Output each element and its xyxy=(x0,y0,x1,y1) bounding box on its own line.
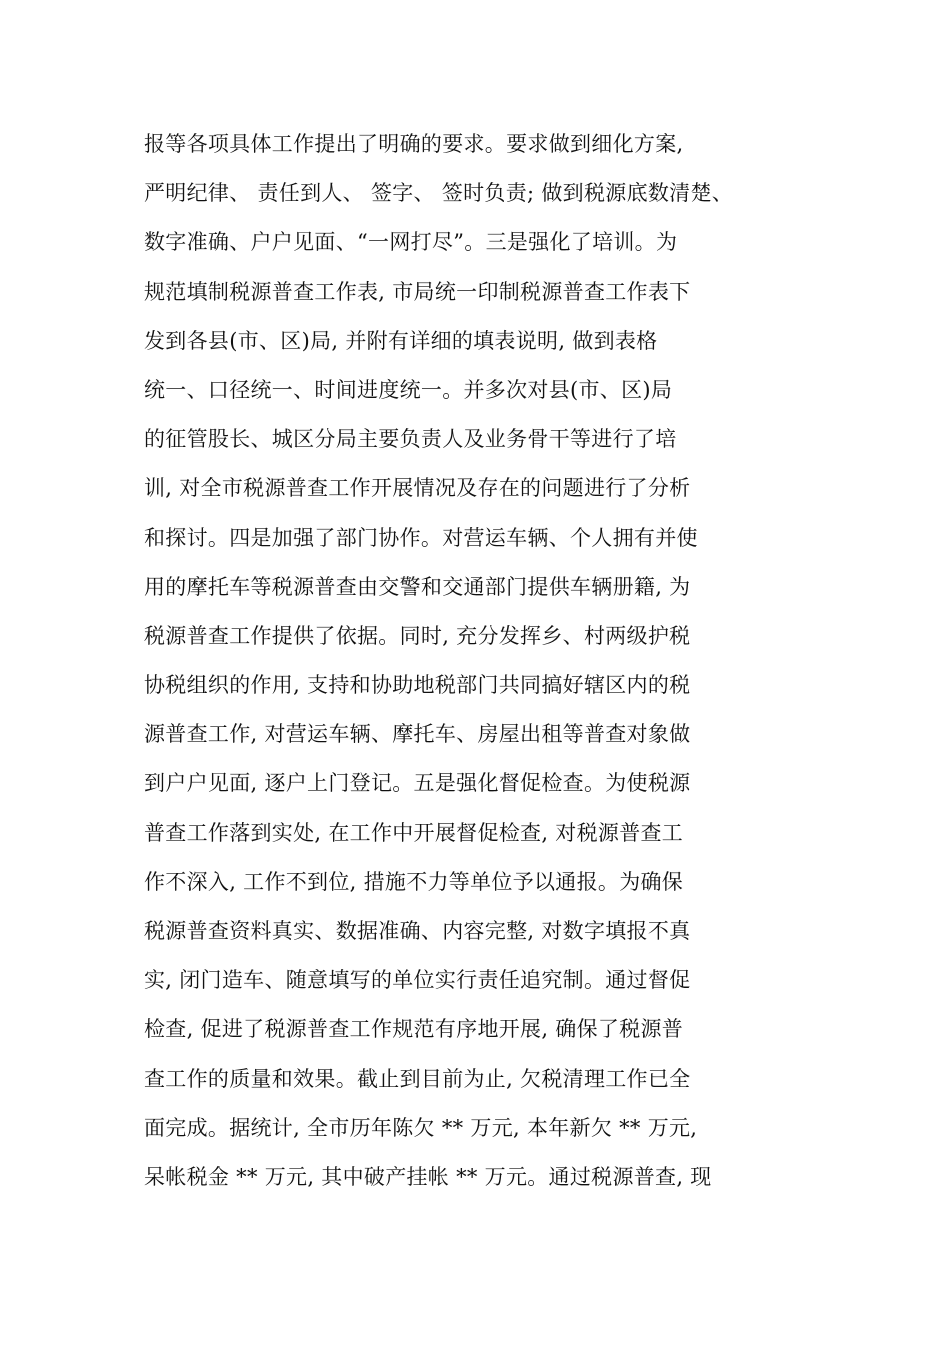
text-line: 统一、口径统一、时间进度统一。并多次对县(市、区)局 xyxy=(144,377,673,402)
text-line: 训, 对全市税源普查工作开展情况及存在的问题进行了分析 xyxy=(144,476,691,501)
text-line: 作不深入, 工作不到位, 措施不力等单位予以通报。为确保 xyxy=(144,869,684,894)
text-line: 查工作的质量和效果。截止到目前为止, 欠税清理工作已全 xyxy=(144,1066,691,1091)
text-line: 协税组织的作用, 支持和协助地税部门共同搞好辖区内的税 xyxy=(144,673,691,698)
text-line: 呆帐税金 ** 万元, 其中破产挂帐 ** 万元。通过税源普查, 现 xyxy=(144,1164,712,1189)
text-line: 到户户见面, 逐户上门登记。五是强化督促检查。为使税源 xyxy=(144,771,691,796)
text-line: 发到各县(市、区)局, 并附有详细的填表说明, 做到表格 xyxy=(144,328,658,353)
text-line: 报等各项具体工作提出了明确的要求。要求做到细化方案, xyxy=(144,132,684,156)
text-line: 检查, 促进了税源普查工作规范有序地开展, 确保了税源普 xyxy=(144,1017,684,1042)
text-line: 数字准确、户户见面、“一网打尽”。三是强化了培训。为 xyxy=(144,230,678,255)
text-line: 税源普查工作提供了依据。同时, 充分发挥乡、村两级护税 xyxy=(144,623,691,648)
text-line: 严明纪律、 责任到人、 签字、 签时负责; 做到税源底数清楚、 xyxy=(144,181,734,206)
text-line: 规范填制税源普查工作表, 市局统一印制税源普查工作表下 xyxy=(144,279,691,304)
text-line: 和探讨。四是加强了部门协作。对营运车辆、个人拥有并使 xyxy=(144,525,698,550)
text-line: 用的摩托车等税源普查由交警和交通部门提供车辆册籍, 为 xyxy=(144,574,691,599)
body-text xyxy=(144,120,804,1202)
text-line: 实, 闭门造车、随意填写的单位实行责任追究制。通过督促 xyxy=(144,968,691,993)
text-line: 税源普查资料真实、数据准确、内容完整, 对数字填报不真 xyxy=(144,919,691,943)
text-line: 面完成。据统计, 全市历年陈欠 ** 万元, 本年新欠 ** 万元, xyxy=(144,1115,698,1140)
text-line: 普查工作落到实处, 在工作中开展督促检查, 对税源普查工 xyxy=(144,820,684,845)
text-line: 的征管股长、城区分局主要负责人及业务骨干等进行了培 xyxy=(144,427,677,452)
text-line: 源普查工作, 对营运车辆、摩托车、房屋出租等普查对象做 xyxy=(144,722,691,747)
